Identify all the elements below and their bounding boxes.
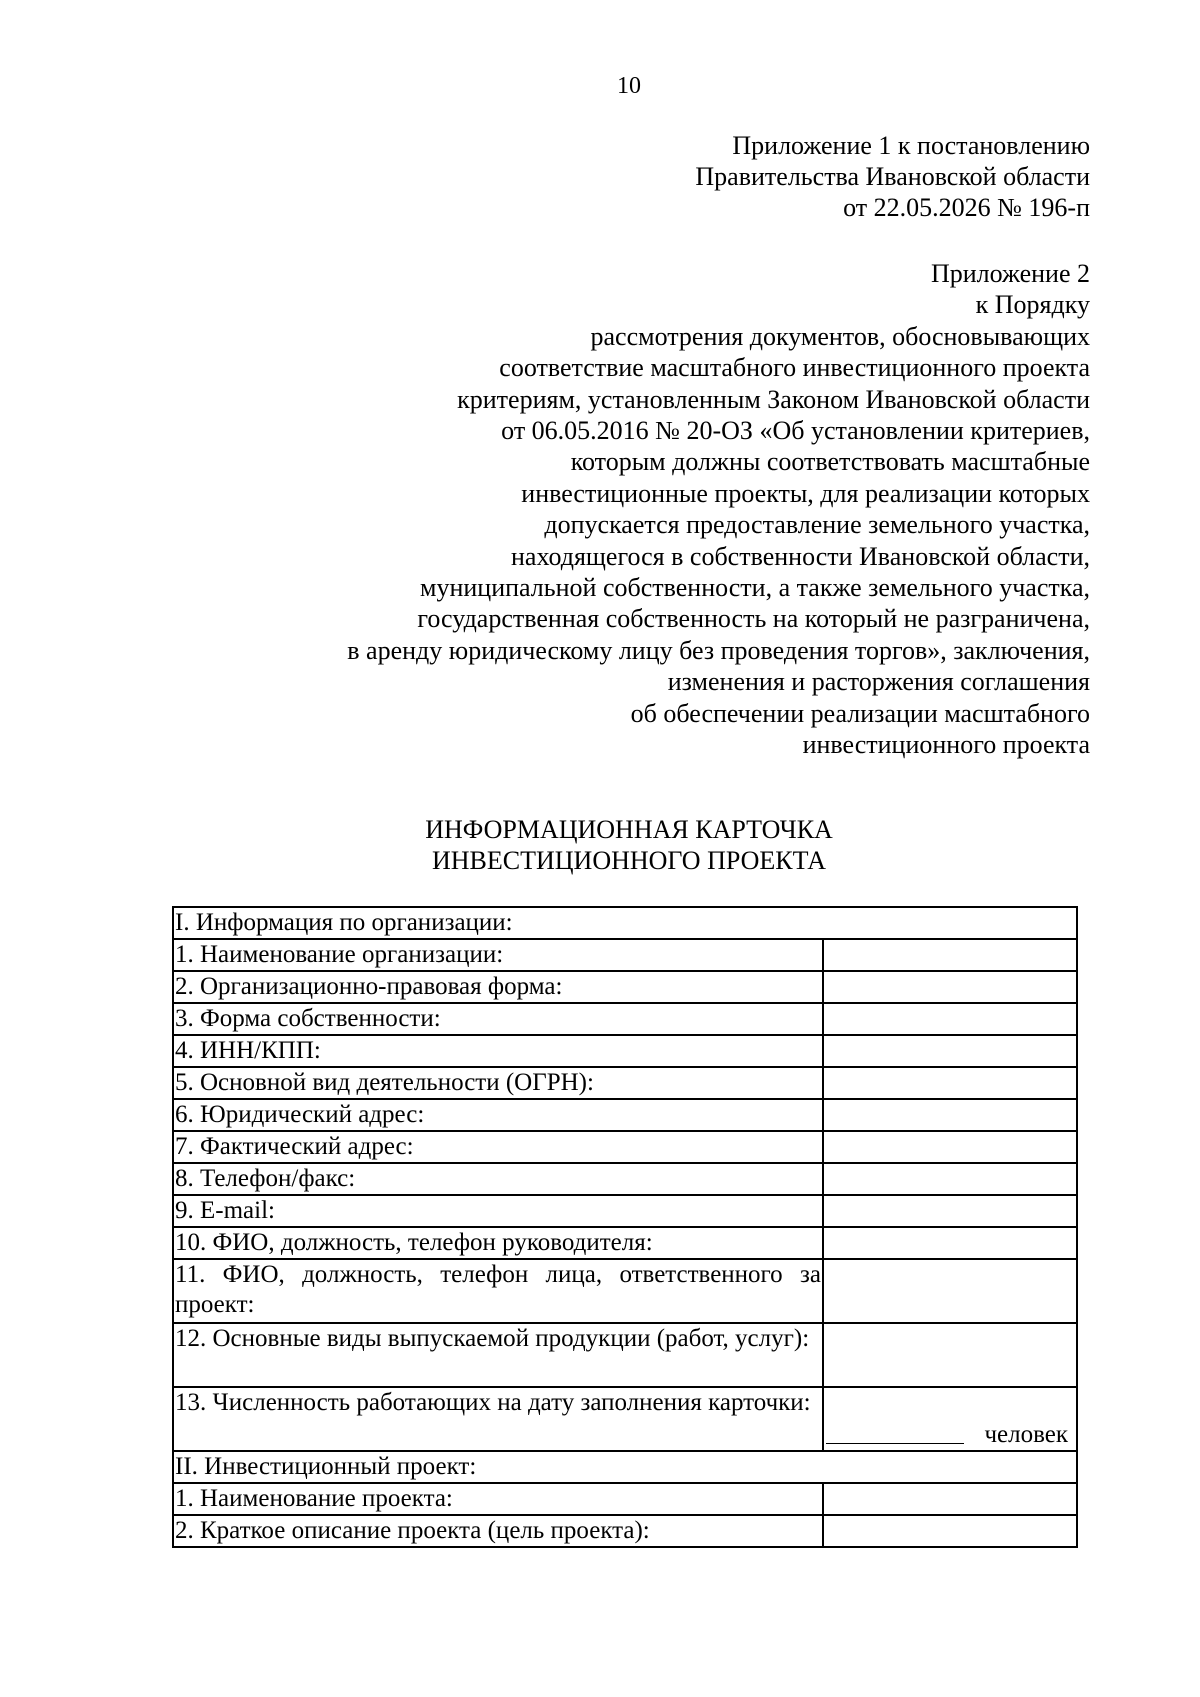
unit-label: человек: [984, 1421, 1068, 1448]
appendix-2-line: изменения и расторжения соглашения: [667, 667, 1090, 697]
section-header-project: II. Инвестиционный проект:: [173, 1451, 1077, 1483]
page-number: 10: [617, 73, 641, 99]
table-row: [173, 1483, 1077, 1515]
appendix-2-line: инвестиционные проекты, для реализации которых: [521, 478, 1090, 508]
table-row: [173, 1195, 1077, 1227]
appendix-1-line: от 22.05.2026 № 196-п: [843, 193, 1090, 222]
field-value-cell[interactable]: [823, 1067, 1077, 1099]
table-row: [173, 1035, 1077, 1067]
appendix-2-line: допускается предоставление земельного участка,: [544, 510, 1090, 540]
table-row: [173, 1387, 1077, 1451]
field-label: 2. Краткое описание проекта (цель проекта):: [173, 1515, 823, 1547]
table-row: [173, 1259, 1077, 1323]
appendix-1-line: Приложение 1 к постановлению: [732, 131, 1090, 160]
field-label: 6. Юридический адрес:: [173, 1099, 823, 1131]
table-row: [173, 971, 1077, 1003]
table-row: [173, 1067, 1077, 1099]
appendix-2-line: к Порядку: [975, 290, 1090, 320]
field-value-cell[interactable]: [823, 1131, 1077, 1163]
field-label: 3. Форма собственности:: [173, 1003, 823, 1035]
table-row: [173, 1163, 1077, 1195]
card-title-line: ИНФОРМАЦИОННАЯ КАРТОЧКА: [425, 815, 833, 844]
field-value-cell[interactable]: [823, 1323, 1077, 1387]
appendix-2-line: рассмотрения документов, обосновывающих: [590, 321, 1090, 351]
table-row: [173, 1131, 1077, 1163]
appendix-2-line: государственная собственность на который не разграничена,: [417, 604, 1090, 634]
table-row: [173, 1515, 1077, 1547]
appendix-2-line: соответствие масштабного инвестиционного проекта: [499, 353, 1090, 383]
appendix-2-line: находящегося в собственности Ивановской области,: [511, 541, 1090, 571]
appendix-2-line: муниципальной собственности, а также земельного участка,: [420, 573, 1090, 603]
section-header-row: [173, 1451, 1077, 1483]
field-label: 10. ФИО, должность, телефон руководителя:: [173, 1227, 823, 1259]
field-label: 1. Наименование организации:: [173, 939, 823, 971]
appendix-2-line: критериям, установленным Законом Ивановской области: [457, 384, 1090, 414]
card-title-line: ИНВЕСТИЦИОННОГО ПРОЕКТА: [431, 846, 826, 875]
field-value-cell[interactable]: [823, 1195, 1077, 1227]
field-value-cell[interactable]: [823, 1035, 1077, 1067]
appendix-2-line: в аренду юридическому лицу без проведения торгов», заключения,: [347, 635, 1090, 665]
field-label: 4. ИНН/КПП:: [173, 1035, 823, 1067]
appendix-1-line: Правительства Ивановской области: [695, 162, 1090, 191]
appendix-2-line: Приложение 2: [930, 259, 1090, 288]
table-row: [173, 1227, 1077, 1259]
field-value-cell[interactable]: [823, 971, 1077, 1003]
fill-in-underline: [826, 1443, 964, 1444]
field-value-cell[interactable]: [823, 1227, 1077, 1259]
appendix-2-line: инвестиционного проекта: [802, 730, 1090, 760]
field-label: 11. ФИО, должность, телефон лица, ответственного за проект:: [173, 1259, 823, 1323]
field-value-cell[interactable]: [823, 1483, 1077, 1515]
table-row: [173, 1003, 1077, 1035]
field-label: 9. E-mail:: [173, 1195, 823, 1227]
section-header-row: [173, 907, 1077, 939]
field-value-cell[interactable]: [823, 1163, 1077, 1195]
field-value-cell[interactable]: [823, 1387, 1077, 1451]
appendix-1-header: [695, 130, 1090, 223]
field-value-cell[interactable]: [823, 939, 1077, 971]
table-row: [173, 939, 1077, 971]
field-label: 1. Наименование проекта:: [173, 1483, 823, 1515]
field-value-cell[interactable]: [823, 1099, 1077, 1131]
field-label: 2. Организационно-правовая форма:: [173, 971, 823, 1003]
field-value-cell[interactable]: [823, 1003, 1077, 1035]
field-label: 5. Основной вид деятельности (ОГРН):: [173, 1067, 823, 1099]
table-row: [173, 1323, 1077, 1387]
appendix-2-header: [347, 258, 1090, 761]
field-label: 12. Основные виды выпускаемой продукции (работ, услуг):: [173, 1323, 823, 1387]
appendix-2-line: об обеспечении реализации масштабного: [630, 698, 1090, 728]
appendix-2-line: которым должны соответствовать масштабные: [570, 447, 1090, 477]
field-label: 7. Фактический адрес:: [173, 1131, 823, 1163]
section-header-organization: I. Информация по организации:: [173, 907, 1077, 939]
card-title: [0, 814, 1200, 876]
field-label: 8. Телефон/факс:: [173, 1163, 823, 1195]
info-card-table: [172, 906, 1078, 1548]
field-value-cell[interactable]: [823, 1259, 1077, 1323]
table-row: [173, 1099, 1077, 1131]
field-label: 13. Численность работающих на дату заполнения карточки:: [173, 1387, 823, 1451]
field-value-cell[interactable]: [823, 1515, 1077, 1547]
appendix-2-line: от 06.05.2016 № 20-ОЗ «Об установлении критериев,: [501, 416, 1090, 446]
